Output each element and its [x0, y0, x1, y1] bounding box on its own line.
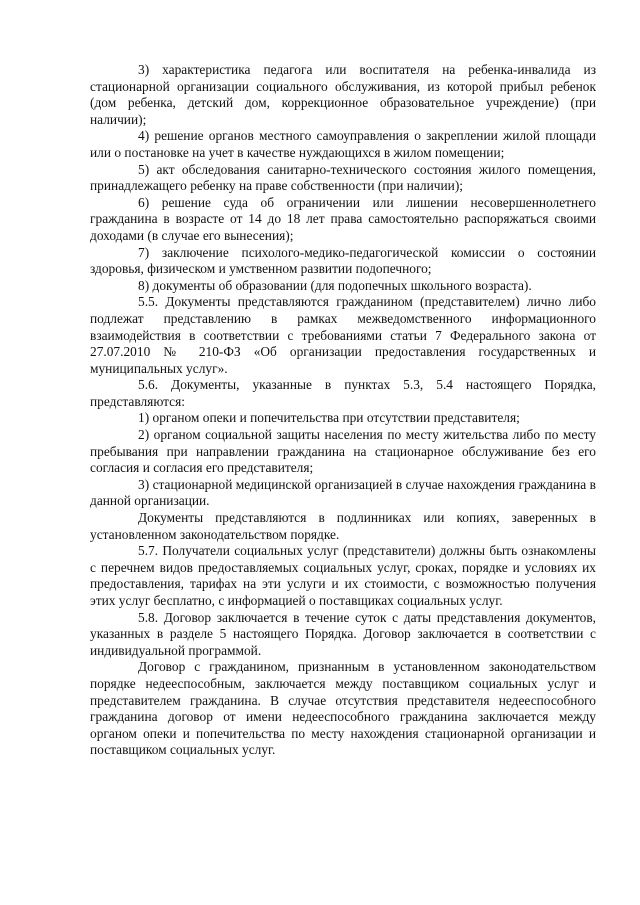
paragraph-5-6-item-1: 1) органом опеки и попечительства при отсутствии представителя;: [138, 410, 520, 426]
paragraph-section-5-6: 5.6. Документы, указанные в пунктах 5.3, 5.4 настоящего Порядка, представляются:: [90, 377, 596, 409]
paragraph-5-6-item-3: 3) стационарной медицинской организацией в случае нахождения гражданина в данной организации.: [90, 476, 596, 509]
paragraph-contract-incapacitated: Договор с гражданином, признанным в установленном законодательством порядке недееспособным, заключается между поставщиком социальных услуг и представителем гражданина. В случае отсутствия представителя недееспособного гражданина договор от имени недееспособного гражданина заключается между органом опеки и попечительства по месту нахождения стационарной организации и поставщиком социальных услуг.: [90, 659, 596, 758]
paragraph-section-5-7: 5.7. Получатели социальных услуг (представители) должны быть ознакомлены с перечнем видов предоставляемых социальных услуг, сроках, порядке и условиях их предоставления, тарифах на эти услуги и их стоимости, с возможностью получения этих услуг бесплатно, с информацией о поставщиках социальных услуг.: [90, 543, 596, 608]
paragraph-item-3-characteristic: 3) характеристика педагога или воспитателя на ребенка-инвалида из стационарной организации социального обслуживания, из которой прибыл ребенок (дом ребенка, детский дом, коррекционное образовательное учреждение) (при наличии);: [90, 62, 596, 127]
paragraph-section-5-8: 5.8. Договор заключается в течение суток с даты представления документов, указанных в разделе 5 настоящего Порядка. Договор заключается в соответствии с индивидуальной программой.: [90, 609, 596, 658]
paragraph-section-5-5: 5.5. Документы представляются гражданином (представителем) лично либо подлежат представлению в рамках межведомственного информационного взаимодействия в соответствии с требованиями статьи 7 Федерального закона от 27.07.2010 № 210-ФЗ «Об организации предоставления государственных и муниципальных услуг».: [90, 294, 596, 376]
paragraph-documents-originals: Документы представляются в подлинниках или копиях, заверенных в установленном законодательством порядке.: [90, 510, 596, 542]
document-page: [90, 62, 596, 759]
paragraph-item-7-commission-conclusion: 7) заключение психолого-медико-педагогической комиссии о состоянии здоровья, физическом и умственном развитии подопечного;: [90, 244, 596, 277]
paragraph-item-4-local-decision: 4) решение органов местного самоуправления о закреплении жилой площади или о постановке на учет в качестве нуждающихся в жилом помещении;: [90, 128, 596, 160]
paragraph-5-6-item-2: 2) органом социальной защиты населения по месту жительства либо по месту пребывания при направлении гражданина на стационарное обслуживание без его согласия и согласия его представителя;: [90, 427, 596, 476]
paragraph-item-8-education-documents: 8) документы об образовании (для подопечных школьного возраста).: [138, 277, 532, 293]
paragraph-item-6-court-decision: 6) решение суда об ограничении или лишении несовершеннолетнего гражданина в возрасте от 14 до 18 лет права самостоятельно распоряжаться своими доходами (в случае его вынесения);: [90, 194, 596, 243]
paragraph-item-5-inspection-act: 5) акт обследования санитарно-технического состояния жилого помещения, принадлежащего ребенку на праве собственности (при наличии);: [90, 161, 596, 194]
